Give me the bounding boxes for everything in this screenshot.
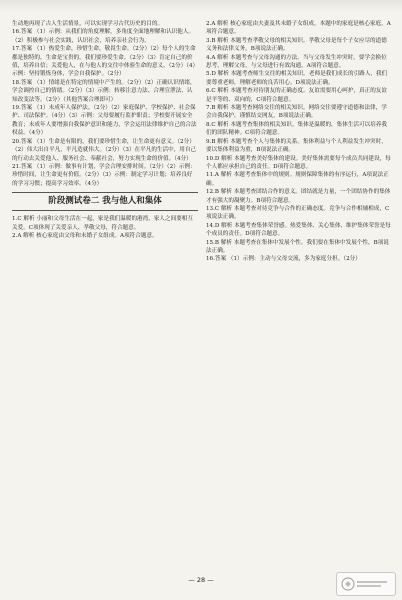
answer-paragraph: 16.答案 （1）示例：从我们的角度理解，多角度全面地理解和认识他人。（2）积极参与社会实践，认识社会，培养亲社会行为。	[12, 29, 195, 44]
answer-paragraph: 19.答案 （1）未成年人保护法。（2分）（2）家庭保护、学校保护、社会保护、司法保护。（4分）（3）示例：父母要履行监护职责；学校要开展安全教育；未成年人要增强自我保护意识和能力，学会运用法律维护自己的合法权益。（4分）	[12, 105, 197, 137]
watermark-icon	[340, 576, 392, 592]
answer-paragraph: 10.D 解析 本题考查美好集体的建设。美好集体需要每个成员共同建设，每个人都应承担自己的责任。D项符合题意。	[206, 155, 391, 170]
answer-paragraph: 生动地再现了古人生活情景，可以实现学习古代历史的目的。	[12, 21, 164, 27]
answer-paragraph: 21.答案 （1）示例：做事有计划，学会合理安排时间。（2分）（2）示例：珍惜时间，让生命更有价值。（2分）（3）示例：制定学习计划；培养良好的学习习惯；提高学习效率。（4分）	[12, 163, 196, 187]
top-edge-shadow	[0, 0, 402, 12]
answer-paragraph: 20.答案 （1）生命是有限的，我们要珍惜生命，让生命更有意义。（2分）（2）伟大出自平凡，平凡造就伟大。（2分）（3）在平凡的生活中，用自己的行动去关爱他人、服务社会、奉献社会，努力实现生命的价值。（4分）	[12, 138, 197, 162]
answer-paragraph: 14.D 解析 本题考查集体荣誉感。热爱集体、关心集体、维护集体荣誉是每个成员的责任。D项符合题意。	[206, 222, 391, 238]
answer-paragraph: 13.C 解析 本题考查对待竞争与合作的正确态度。竞争与合作相辅相成，C项说法正确。	[206, 205, 390, 221]
answer-paragraph: 2.A 解析 核心家庭由父母和未婚子女组成。A项符合题意。	[12, 232, 158, 239]
answer-paragraph: 7.B 解析 本题考查网络交往的相关知识。网络交往要遵守道德和法律，学会自我保护，谨慎结交网友，B项说法正确。	[206, 105, 387, 120]
answer-paragraph: 11.A 解析 本题考查集体中的规则。规则保障集体的有序运行，A项说法正确。	[206, 172, 389, 187]
left-column	[12, 20, 198, 575]
page-number: — 28 —	[188, 576, 214, 584]
answer-paragraph: 8.C 解析 本题考查集体的相关知识。集体是温暖的，集体生活可以培养我们的团队精神。C项符合题意。	[206, 121, 387, 137]
answer-paragraph: 16.答案 （1）示例：主动与父母交流，多为家庭分担。（2分）	[206, 256, 361, 263]
section-title: 阶段测试卷二 我与他人和集体	[12, 192, 198, 211]
answer-paragraph: 12.B 解析 本题考查团结合作的意义。团结就是力量，一个团结协作的集体才有强大的凝聚力。B项符合题意。	[206, 189, 391, 204]
answer-paragraph: 5.D 解析 本题考查师生交往的相关知识。老师是我们成长的引路人，我们要尊重老师，理解老师的良苦用心。D项说法正确。	[206, 71, 388, 86]
right-column	[206, 20, 392, 575]
answer-paragraph: 9.B 解析 本题考查个人与集体的关系。集体利益与个人利益发生冲突时，要以集体利益为重，B项说法正确。	[206, 138, 387, 154]
answer-paragraph: 1.C 解析 小丽和父母生活在一起，家是我们温暖的港湾，家人之间要相互关爱。C项体现了关爱亲人、孝敬父母，符合题意。	[12, 216, 193, 231]
answer-paragraph: 18.答案 （1）情绪是在特定的情境中产生的。（2分）（2）正确认识情绪，学会调控自己的情绪。（2分）（3）示例：转移注意力法、合理宣泄法、认知改变法等。（2分）（其他答案合理即可）	[12, 79, 196, 103]
answer-paragraph: 2.A 解析 核心家庭由夫妻及其未婚子女组成。本题中的家庭是核心家庭，A项符合题意。	[206, 21, 391, 36]
watermark-logo	[336, 572, 396, 596]
answer-paragraph: 4.A 解析 本题考查与父母沟通的方法。当与父母发生冲突时，要学会换位思考，理解父母，与父母进行有效沟通，A项符合题意。	[206, 54, 387, 70]
answer-paragraph: 3.B 解析 本题考查孝敬父母的相关知识。孝敬父母是每个子女应尽的道德义务和法律义务，B项说法正确。	[206, 37, 387, 53]
answer-paragraph: 6.C 解析 本题考查对待朋友的正确态度。友谊需要用心呵护，真正的友谊是平等的、双向的，C项符合题意。	[206, 88, 387, 103]
answer-paragraph: 15.B 解析 本题考查在集体中发展个性。我们要在集体中发展个性，B项说法正确。	[206, 239, 389, 254]
columns	[12, 20, 392, 575]
answer-paragraph: 17.答案 （1）热爱生命，珍惜生命，敬畏生命。（2分）（2）每个人的生命都是独特的，生命是宝贵的，我们要珍爱生命。（2分）（3）肯定自己的价值，培养自信；关爱他人，在与他人的交往中体验生命的意义。（2分）（4）示例：坚持锻炼身体，学会自我保护。（2分）	[12, 46, 196, 78]
